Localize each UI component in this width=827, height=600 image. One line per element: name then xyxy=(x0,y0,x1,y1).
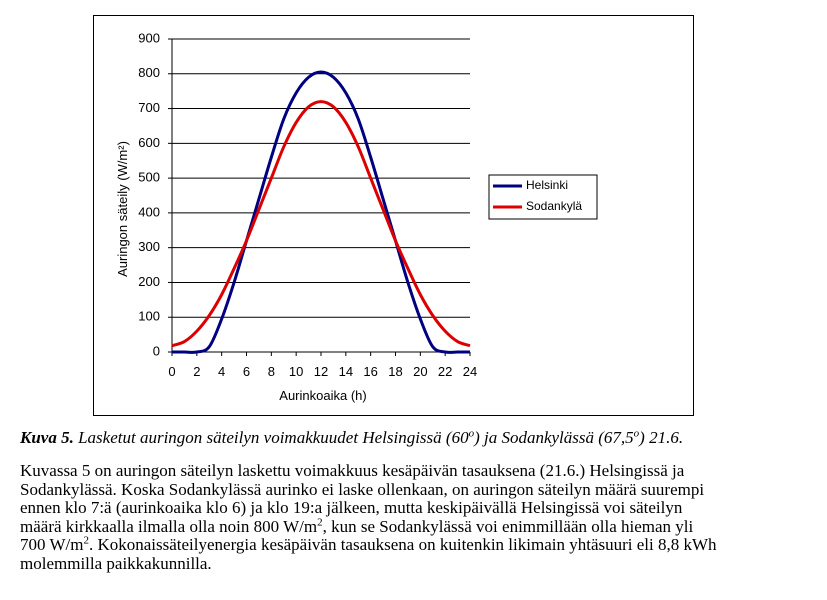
figure-caption xyxy=(20,428,820,448)
series-line-helsinki xyxy=(172,72,470,352)
caption-degree-2: o xyxy=(633,427,640,440)
legend xyxy=(489,175,597,219)
paragraph-line-2: Sodankylässä. Koska Sodankylässä aurinko ei laske ollenkaan, on auringon säteilyn määrä suurempi xyxy=(20,479,705,499)
series-lines xyxy=(172,72,470,352)
body-paragraph xyxy=(20,462,825,573)
paragraph-line-1: Kuvassa 5 on auringon säteilyn laskettu voimakkuus kesäpäivän tasauksena (21.6.) Helsingissä ja xyxy=(20,461,685,480)
paragraph-line-5b: . Kokonaissäteilyenergia kesäpäivän tasauksena on kuitenkin likimain yhtäsuuri eli 8,8 kWh xyxy=(88,535,717,554)
caption-degree-1: o xyxy=(468,427,475,440)
chart-frame xyxy=(93,15,694,416)
x-tick-label-20: 20 xyxy=(413,364,428,379)
paragraph-line-3: ennen klo 7:ä (aurinkoaika klo 6) ja klo 19:a jälkeen, mutta keskipäivällä Helsingissä voi säteilyn xyxy=(20,498,683,517)
x-tick-label-8: 8 xyxy=(267,364,275,379)
paragraph-line-6: molemmilla paikkakunnilla. xyxy=(20,553,212,573)
x-tick-label-10: 10 xyxy=(288,364,304,379)
x-tick-label-18: 18 xyxy=(388,364,403,379)
x-tick-label-4: 4 xyxy=(218,364,226,379)
legend-label-helsinki: Helsinki xyxy=(526,178,569,193)
x-tick-label-12: 12 xyxy=(313,364,329,379)
y-tick-label-600: 600 xyxy=(138,134,160,150)
x-tick-label-24: 24 xyxy=(462,364,478,379)
x-tick-label-14: 14 xyxy=(338,364,354,379)
y-tick-label-900: 900 xyxy=(138,30,160,46)
y-tick-label-400: 400 xyxy=(138,204,160,220)
unit-superscript: 2 xyxy=(317,515,323,528)
series-line-sodankyl xyxy=(172,102,470,346)
x-tick-label-22: 22 xyxy=(437,364,453,379)
legend-label-sodankyla: Sodankylä xyxy=(526,199,583,214)
y-tick-label-700: 700 xyxy=(138,99,160,115)
tick-labels xyxy=(138,30,477,379)
line-chart xyxy=(94,16,693,415)
caption-text: Lasketut auringon säteilyn voimakkuudet Helsingissä (60 xyxy=(73,428,469,447)
caption-text-mid: ) ja Sodankylässä (67,5 xyxy=(474,428,634,447)
x-tick-label-16: 16 xyxy=(363,364,378,379)
y-axis-label: Auringon säteily (W/m²) xyxy=(115,141,130,277)
y-tick-label-0: 0 xyxy=(152,343,160,359)
y-tick-label-100: 100 xyxy=(138,308,160,324)
paragraph-line-5a: 700 W/m xyxy=(20,535,84,554)
paragraph-line-4a: määrä kirkkaalla ilmalla olla noin 800 W/m xyxy=(20,516,318,536)
y-tick-label-300: 300 xyxy=(138,239,160,255)
paragraph-line-4b: , kun se Sodankylässä voi enimmillään olla hieman yli xyxy=(322,516,694,536)
y-tick-label-200: 200 xyxy=(138,273,160,289)
y-tick-label-500: 500 xyxy=(138,169,160,185)
caption-label: Kuva 5. xyxy=(20,428,74,447)
y-tick-label-800: 800 xyxy=(138,65,160,81)
x-tick-label-2: 2 xyxy=(193,364,201,379)
x-tick-label-6: 6 xyxy=(242,364,251,379)
paragraph-line-4 xyxy=(20,515,825,537)
x-tick-label-0: 0 xyxy=(168,364,176,379)
paragraph-line-5 xyxy=(20,536,825,555)
unit-superscript: 2 xyxy=(83,534,89,547)
x-axis-label: Aurinkoaika (h) xyxy=(279,388,367,403)
caption-text-end: ) 21.6. xyxy=(639,428,684,447)
